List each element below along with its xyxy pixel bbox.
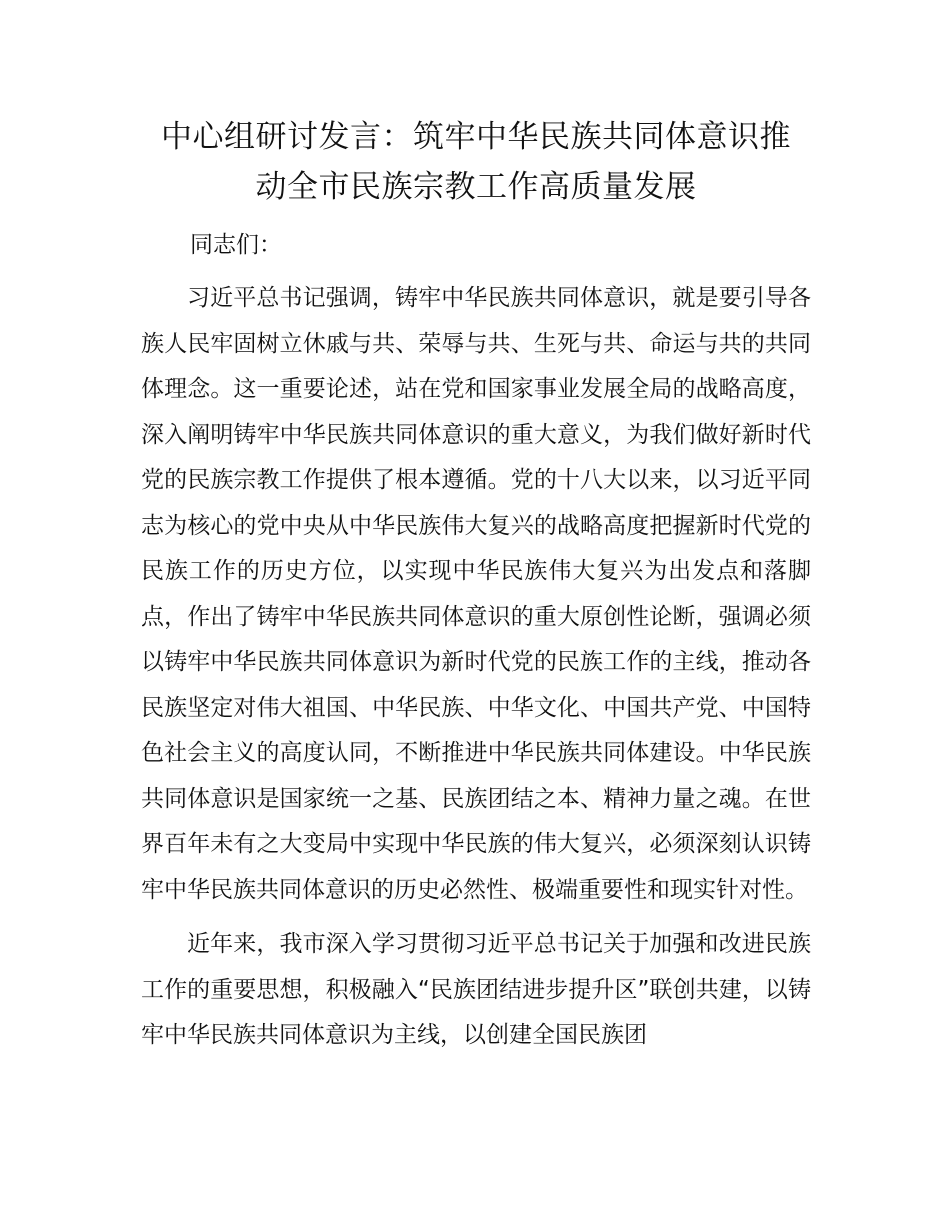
document-page <box>141 112 811 1059</box>
salutation: 同志们： <box>190 232 282 258</box>
title-line-2: 动全市民族宗教工作高质量发展 <box>255 169 697 205</box>
body-paragraph-1: 习近平总书记强调，铸牢中华民族共同体意识，就是要引导各族人民牢固树立休戚与共、荣辱与共、生死与共、命运与共的共同体理念。这一重要论述，站在党和国家事业发展全局的战略高度，深入阐明铸牢中华民族共同体意识的重大意义，为我们做好新时代党的民族宗教工作提供了根本遵循。党的十八大以来，以习近平同志为核心的党中央从中华民族伟大复兴的战略高度把握新时代党的民族工作的历史方位，以实现中华民族伟大复兴为出发点和落脚点，作出了铸牢中华民族共同体意识的重大原创性论断，强调必须以铸牢中华民族共同体意识为新时代党的民族工作的主线，推动各民族坚定对伟大祖国、中华民族、中华文化、中国共产党、中国特色社会主义的高度认同，不断推进中华民族共同体建设。中华民族共同体意识是国家统一之基、民族团结之本、精神力量之魂。在世界百年未有之大变局中实现中华民族的伟大复兴，必须深刻认识铸牢中华民族共同体意识的历史必然性、极端重要性和现实针对性。 <box>141 285 811 903</box>
body-paragraph-2: 近年来，我市深入学习贯彻习近平总书记关于加强和改进民族工作的重要思想，积极融入“民族团结进步提升区”联创共建，以铸牢中华民族共同体意识为主线，以创建全国民族团 <box>141 931 811 1048</box>
title-line-1: 中心组研讨发言：筑牢中华民族共同体意识推 <box>161 119 791 155</box>
document-title <box>141 112 811 212</box>
